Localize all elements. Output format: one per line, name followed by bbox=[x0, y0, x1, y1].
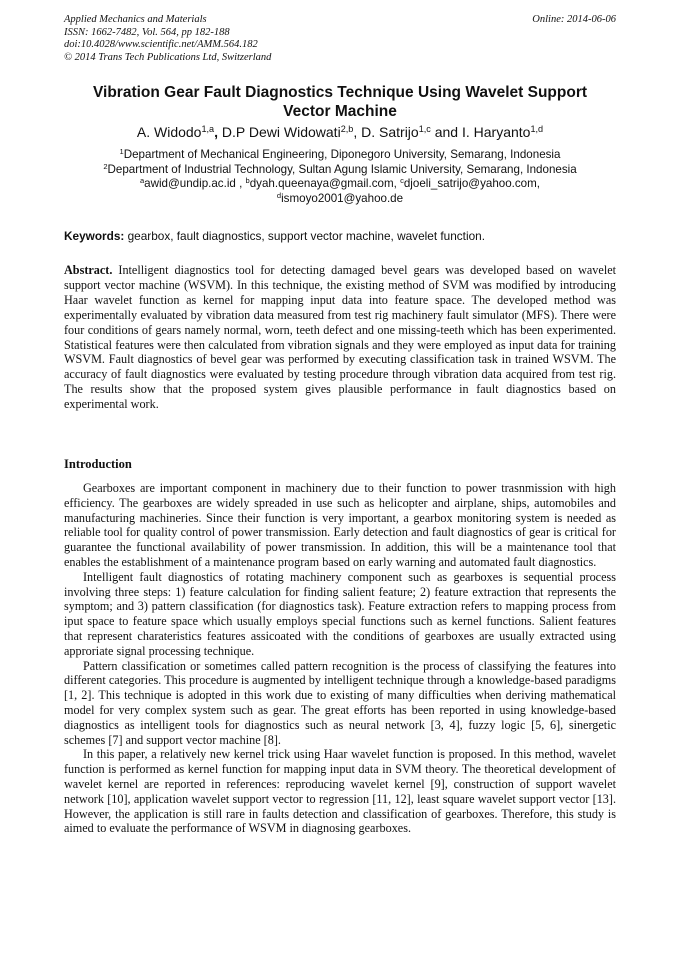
journal-copyright: © 2014 Trans Tech Publications Ltd, Switzerland bbox=[64, 51, 272, 63]
email-line-2 bbox=[64, 192, 616, 207]
journal-doi: doi:10.4028/www.scientific.net/AMM.564.182 bbox=[64, 39, 258, 51]
author-separator: , bbox=[214, 124, 222, 140]
section-heading-introduction: Introduction bbox=[64, 457, 132, 471]
journal-header bbox=[64, 14, 616, 64]
author-sup: 1,a bbox=[201, 124, 215, 134]
email-link[interactable]: djoeli_satrijo@yahoo.com bbox=[403, 177, 537, 191]
abstract-text: Intelligent diagnostics tool for detecting damaged bevel gears was developed based on wavelet support vector machine (WSVM). In this technique, the existing method of SVM was modified by introducing Haar wavelet function as kernel for mapping input data into feature space. The developed method was experimentally evaluated by vibration data measured from test rig machinery fault simulator (MFS). There were four conditions of gears namely normal, worn, teeth defect and one missing-teeth which has been experimented. Statistical features were then calculated from vibration signals and they were employed as input data for training WSVM. Fault diagnostics of bevel gear was performed by executing classification task in trained WSVM. The accuracy of fault diagnostics were evaluated by testing procedure through vibration data acquired from test rig. The results show that the proposed system gives plausible performance in fault diagnostics based on experimental work. bbox=[64, 263, 616, 412]
affiliation-2 bbox=[64, 163, 616, 178]
journal-issn: ISSN: 1662-7482, Vol. 564, pp 182-188 bbox=[64, 26, 230, 38]
author-name: D.P Dewi Widowati bbox=[221, 124, 341, 140]
introduction-body bbox=[64, 481, 616, 836]
title-line-1: Vibration Gear Fault Diagnostics Technique Using Wavelet Support bbox=[92, 84, 588, 101]
email-link[interactable]: dyah.queenaya@gmail.com bbox=[249, 177, 394, 191]
online-date: Online: 2014-06-06 bbox=[532, 14, 616, 25]
paragraph: Pattern classification or sometimes called pattern recognition is the process of classifying the features into different categories. This procedure is augmented by intelligent technique through a knowledge-based paradigms [1, 2]. This technique is adopted in this work due to existing of many difficulties when deriving mathematical model for very complex system such as gear. The great efforts has been reported in using knowledge-based diagnostics as intelligent tools for diagnostics such as neural network [3, 4], fuzzy logic [5, 6], sinergetic schemes [7] and support vector machine [8]. bbox=[64, 658, 616, 747]
author-separator: and bbox=[430, 124, 462, 140]
author-separator: , bbox=[353, 124, 362, 140]
email-separator: , bbox=[393, 177, 401, 191]
author-sup: 1,d bbox=[530, 124, 544, 134]
email-link[interactable]: ismoyo2001@yahoo.de bbox=[281, 191, 404, 205]
author-sup: 2,b bbox=[340, 124, 354, 134]
email-sup: a bbox=[139, 176, 145, 186]
affiliation-text: Department of Industrial Technology, Sultan Agung Islamic University, Semarang, Indonesia bbox=[107, 162, 577, 176]
email-sup: b bbox=[245, 176, 250, 186]
author-name: D. Satrijo bbox=[361, 124, 419, 140]
abstract bbox=[64, 263, 616, 412]
affiliations bbox=[64, 148, 616, 206]
paragraph: In this paper, a relatively new kernel trick using Haar wavelet function is proposed. In this method, wavelet function is performed as kernel function for mapping input data in SVM theory. The theoretical development of wavelet kernel are reported in references: reproducing wavelet kernel [9], construction of support wavelet network [10], application wavelet support vector to regression [11, 12], least square wavelet support vector [13]. However, the application is still rare in faults detection and classification of gearboxes. Therefore, this study is aimed to evaluate the performance of WSVM in diagnosing gearboxes. bbox=[64, 747, 616, 836]
paragraph: Gearboxes are important component in machinery due to their function to power trasnmission with high efficiency. The gearboxes are widely spreaded in use such as helicopter and airplane, ships, automobiles and manufacturing machineries. Since their function is very important, a gearbox monitoring system is needed as reliable tool for quality control of power transmission. Early detection and fault diagnostics of gear is critical for guarantee the functional availability of power transmission. In addition, this will be a maintenance tool that enables the establishment of a maintenance program based on early warning and automated fault diagnostics. bbox=[64, 481, 616, 569]
keywords bbox=[64, 229, 616, 243]
author-name: A. Widodo bbox=[136, 124, 202, 140]
keywords-text: gearbox, fault diagnostics, support vector machine, wavelet function. bbox=[124, 229, 485, 243]
paragraph: Intelligent fault diagnostics of rotating machinery component such as gearboxes is sequential process involving three steps: 1) feature calculation for finding salient feature; 2) feature extraction that represents the symptom; and 3) pattern classification (for diagnostics task). Feature extraction refers to mapping process from iput space to feature space which usually employs special functions such as kernel functions. Salient features that represent charateristics features assicoated with the conditions of gearboxes are usually extracted using approriate signal processing technique. bbox=[64, 569, 616, 658]
author-list bbox=[64, 124, 616, 141]
affiliation-text: Department of Mechanical Engineering, Diponegoro University, Semarang, Indonesia bbox=[123, 148, 561, 161]
paper-title bbox=[64, 83, 616, 121]
email-sup: d bbox=[276, 190, 282, 200]
author-sup: 1,c bbox=[418, 124, 431, 134]
affiliation-sup: 2 bbox=[103, 161, 108, 171]
abstract-label: Abstract. bbox=[64, 263, 113, 277]
email-separator: , bbox=[536, 177, 541, 191]
affiliation-sup: 1 bbox=[119, 146, 124, 156]
email-line-1 bbox=[64, 177, 616, 192]
email-link[interactable]: awid@undip.ac.id bbox=[144, 177, 236, 191]
keywords-label: Keywords: bbox=[64, 229, 125, 243]
email-separator: , bbox=[235, 177, 246, 191]
journal-name: Applied Mechanics and Materials bbox=[64, 14, 207, 25]
affiliation-1 bbox=[64, 148, 616, 163]
author-name: I. Haryanto bbox=[461, 124, 531, 140]
title-line-2: Vector Machine bbox=[283, 103, 397, 120]
email-sup: c bbox=[400, 176, 404, 186]
